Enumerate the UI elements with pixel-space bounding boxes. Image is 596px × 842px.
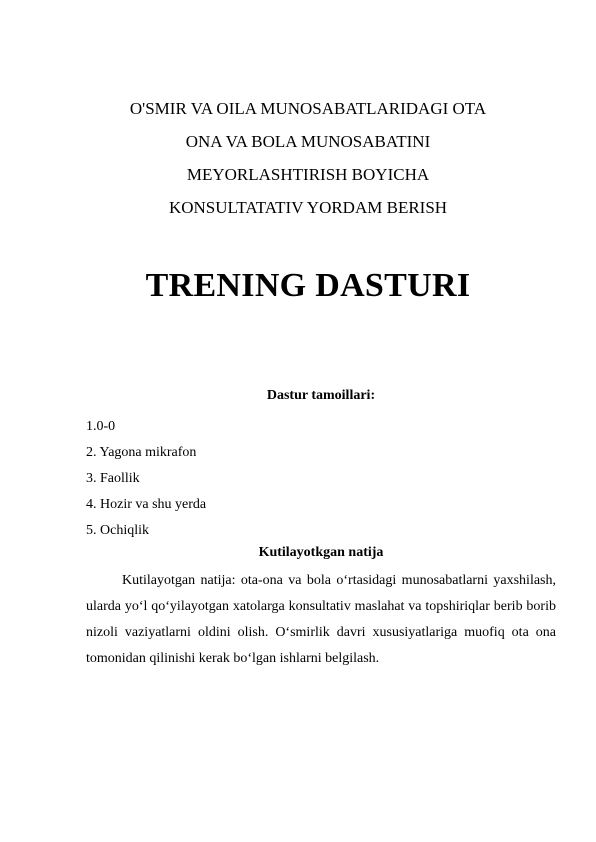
title-line-3: MEYORLASHTIRISH BOYICHA xyxy=(186,165,430,184)
principle-item: 4. Hozir va shu yerda xyxy=(86,497,207,512)
principle-item: 3. Faollik xyxy=(86,471,140,486)
principle-item: 5. Ochiqlik xyxy=(86,523,149,538)
expected-result-heading: Kutilayotkgan natija xyxy=(258,545,384,560)
principles-heading: Dastur tamoillari: xyxy=(266,388,376,403)
document-title xyxy=(60,92,556,224)
title-line-4: KONSULTATATIV YORDAM BERISH xyxy=(168,198,448,217)
principle-item: 2. Yagona mikrafon xyxy=(86,445,197,460)
principle-item: 1.0-0 xyxy=(86,419,116,434)
principles-list xyxy=(86,414,206,544)
expected-result-paragraph: Kutilayotgan natija: ota-ona va bola o‘rtasidagi munosabatlarni yaxshilash, ularda yo‘l qo‘yilayotgan xatolarga konsultativ maslahat va topshiriqlar berib borib nizoli vaziyatlarni oldini olish. O‘smirlik davri xususiyatlariga muofiq ota ona tomonidan qilinishi kerak bo‘lgan ishlarni belgilash. xyxy=(86,573,556,666)
main-title: TRENING DASTURI xyxy=(145,267,471,304)
title-line-1: O'SMIR VA OILA MUNOSABATLARIDAGI OTA xyxy=(129,99,487,118)
title-line-2: ONA VA BOLA MUNOSABATINI xyxy=(185,132,431,151)
